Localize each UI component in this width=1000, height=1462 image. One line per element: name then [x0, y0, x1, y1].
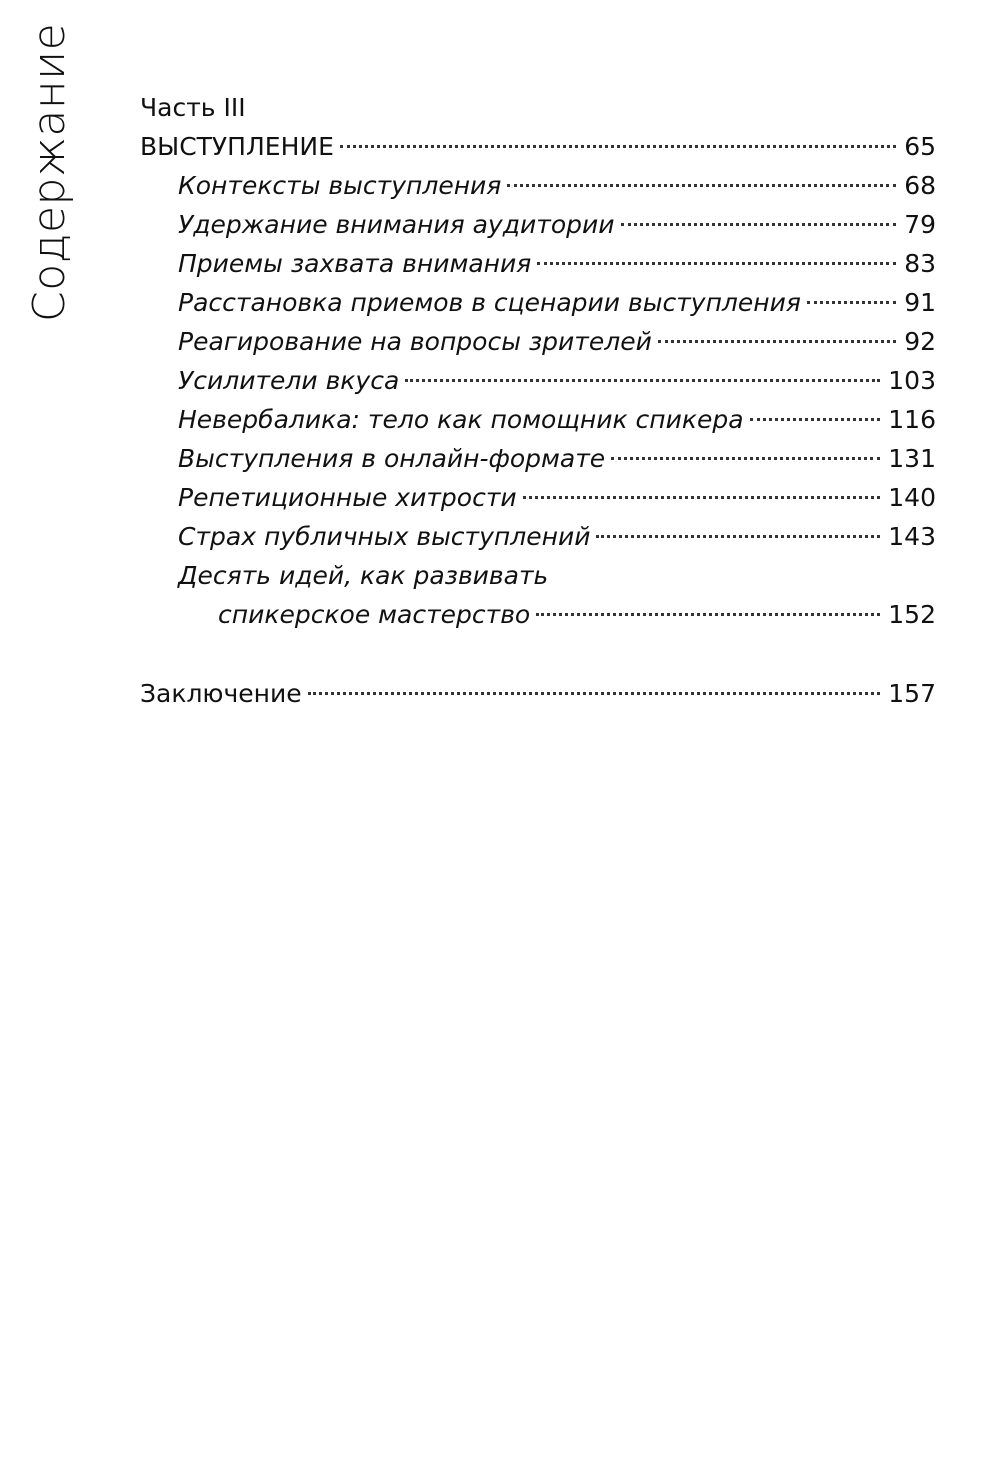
dot-leader: [596, 535, 880, 538]
spacer: [140, 634, 936, 674]
page-number: 91: [904, 288, 936, 317]
dot-leader: [807, 301, 896, 304]
toc-entry[interactable]: [140, 283, 936, 322]
toc-entry[interactable]: [140, 244, 936, 283]
chapter-title: Страх публичных выступлений: [178, 522, 591, 551]
page-number: 79: [904, 210, 936, 239]
dot-leader: [340, 145, 896, 148]
chapter-title: Репетиционные хитрости: [178, 483, 517, 512]
toc-entry-conclusion[interactable]: [140, 674, 936, 713]
page-number: 143: [888, 522, 936, 551]
page-number: 157: [888, 679, 936, 708]
chapter-title: Удержание внимания аудитории: [178, 210, 615, 239]
chapter-title: Невербалика: тело как помощник спикера: [178, 405, 744, 434]
conclusion-title: Заключение: [140, 679, 302, 708]
dot-leader: [658, 340, 896, 343]
toc-entry-part[interactable]: [140, 127, 936, 166]
chapter-title: Расстановка приемов в сценарии выступления: [178, 288, 801, 317]
dot-leader: [405, 379, 880, 382]
toc-entry[interactable]: [140, 517, 936, 556]
page-number: 140: [888, 483, 936, 512]
chapter-title-line2: спикерское мастерство: [218, 600, 531, 629]
dot-leader: [537, 262, 896, 265]
dot-leader: [621, 223, 897, 226]
page-number: 103: [888, 366, 936, 395]
page-number: 131: [888, 444, 936, 473]
dot-leader: [750, 418, 881, 421]
toc-entry[interactable]: [140, 478, 936, 517]
toc-entry[interactable]: [140, 361, 936, 400]
chapter-title: Усилители вкуса: [178, 366, 400, 395]
dot-leader: [523, 496, 881, 499]
toc-entry[interactable]: [140, 400, 936, 439]
page-number: 92: [904, 327, 936, 356]
part-label: Часть III: [140, 93, 246, 122]
page-number: 116: [888, 405, 936, 434]
chapter-title: Приемы захвата внимания: [178, 249, 532, 278]
toc-entry[interactable]: [140, 322, 936, 361]
dot-leader: [611, 457, 880, 460]
table-of-contents: [140, 88, 936, 713]
page-number: 152: [888, 600, 936, 629]
chapter-title-line1[interactable]: Десять идей, как развивать: [178, 561, 549, 590]
page-number: 83: [904, 249, 936, 278]
part-title: ВЫСТУПЛЕНИЕ: [140, 132, 334, 161]
toc-entry[interactable]: [140, 166, 936, 205]
chapter-title: Реагирование на вопросы зрителей: [178, 327, 652, 356]
dot-leader: [308, 692, 881, 695]
side-section-title: Содержание: [24, 22, 75, 322]
page-number: 68: [904, 171, 936, 200]
toc-entry[interactable]: [140, 439, 936, 478]
dot-leader: [536, 613, 880, 616]
toc-entry[interactable]: [140, 595, 936, 634]
chapter-title: Выступления в онлайн-формате: [178, 444, 606, 473]
dot-leader: [507, 184, 896, 187]
page-number: 65: [904, 132, 936, 161]
chapter-title: Контексты выступления: [178, 171, 502, 200]
toc-entry[interactable]: [140, 205, 936, 244]
